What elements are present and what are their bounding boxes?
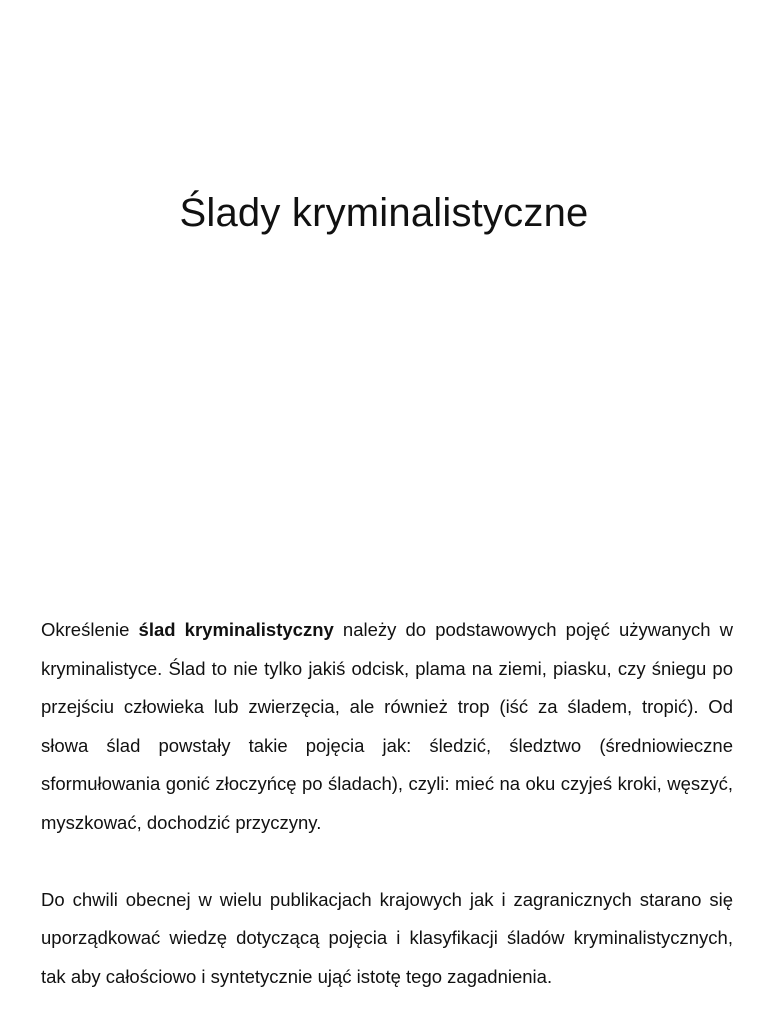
- paragraph-definition: [41, 611, 733, 843]
- body-text: [41, 611, 733, 996]
- page-title: Ślady kryminalistyczne: [179, 190, 589, 235]
- paragraph-continuation: należy do podstawowych pojęć używanych w kryminalistyce. Ślad to nie tylko jakiś odcisk, plama na ziemi, piasku, czy śniegu po przejściu człowieka lub zwierzęcia, ale również trop (iść za śladem, tropić). Od słowa ślad powstały takie pojęcia jak: śledzić, śledztwo (średniowieczne sformułowania gonić złoczyńcę po śladach), czyli: mieć na oku czyjeś kroki, węszyć, myszkować, dochodzić przyczyny.: [41, 619, 733, 833]
- paragraph-publications: Do chwili obecnej w wielu publikacjach krajowych jak i zagranicznych starano się uporządkować wiedzę dotyczącą pojęcia i klasyfikacji śladów kryminalistycznych, tak aby całościowo i syntetycznie ująć istotę tego zagadnienia.: [41, 888, 733, 987]
- paragraph-intro: Określenie: [41, 619, 139, 640]
- key-term: ślad kryminalistyczny: [138, 619, 334, 640]
